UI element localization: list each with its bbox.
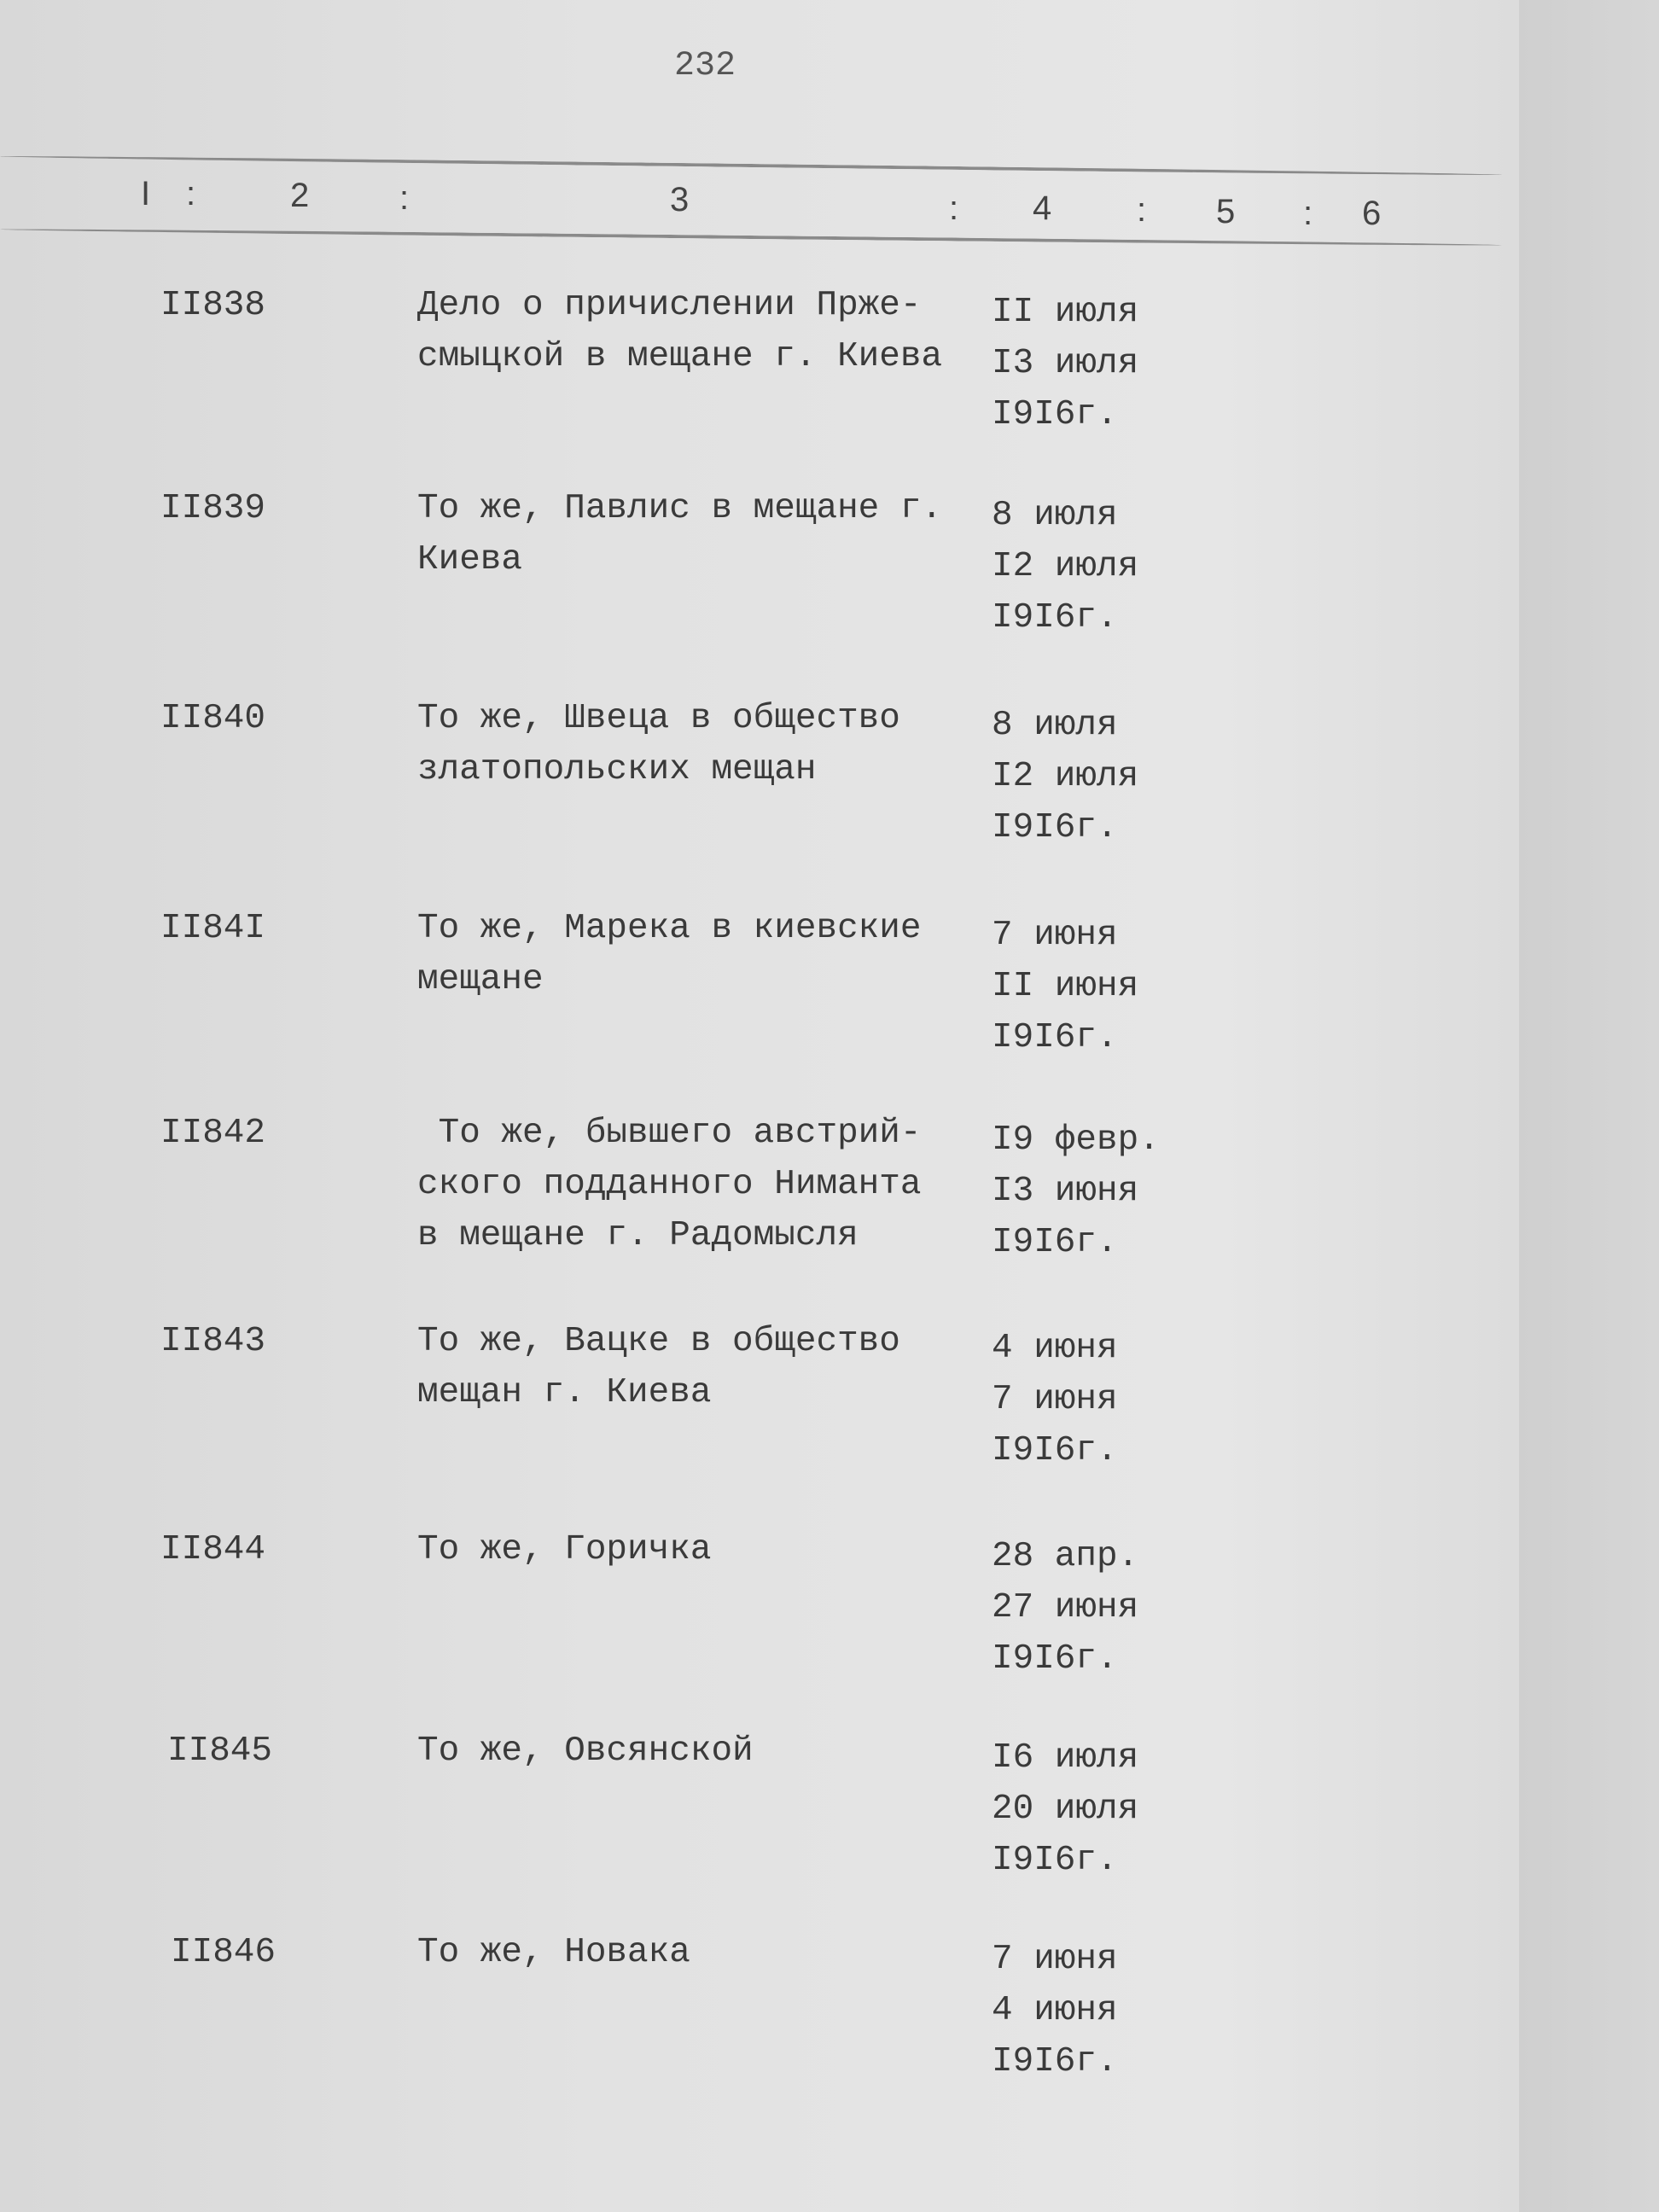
record-description: То же, Новака	[417, 1933, 690, 1972]
record-number: II846	[171, 1933, 276, 1972]
record-dates: 8 июля I2 июля I9I6г.	[992, 496, 1139, 637]
column-header-6: 6	[1362, 195, 1382, 232]
record-dates: 8 июля I2 июля I9I6г.	[992, 706, 1139, 847]
record-dates: 7 июня II июня I9I6г.	[992, 916, 1139, 1057]
record-number: II84I	[160, 909, 266, 948]
column-header-1: I	[141, 175, 151, 212]
column-separator: :	[186, 175, 196, 212]
record-description: Дело о причислении Прже- смыцкой в мещане г. Киева	[417, 286, 943, 376]
column-separator: :	[399, 179, 410, 217]
column-separator: :	[1303, 195, 1313, 232]
column-separator: :	[949, 189, 959, 227]
record-description: То же, Павлис в мещане г. Киева	[417, 489, 943, 579]
record-number: II844	[160, 1530, 266, 1569]
record-number: II842	[160, 1114, 266, 1153]
record-dates: I6 июля 20 июля I9I6г.	[992, 1738, 1139, 1880]
record-description: То же, Овсянской	[417, 1732, 754, 1771]
column-separator: :	[1137, 191, 1147, 229]
record-dates: 4 июня 7 июня I9I6г.	[992, 1329, 1118, 1470]
record-description: То же, Вацке в общество мещан г. Киева	[417, 1322, 900, 1412]
record-number: II840	[160, 699, 266, 738]
page-number: 232	[674, 47, 736, 85]
record-dates: 28 апр. 27 июня I9I6г.	[992, 1537, 1139, 1679]
header-top-rule	[0, 154, 1502, 177]
record-description: То же, Марека в киевские мещане	[417, 909, 922, 999]
record-number: II838	[160, 286, 266, 325]
record-description: То же, Горичка	[417, 1530, 712, 1569]
record-number: II843	[160, 1322, 266, 1361]
column-header-4: 4	[1033, 189, 1052, 227]
column-header-2: 2	[290, 177, 310, 214]
background-surface	[1519, 0, 1659, 2212]
column-header-3: 3	[670, 181, 690, 218]
record-description: То же, бывшего австрий- ского подданного Ниманта в мещане г. Радомысля	[417, 1114, 922, 1255]
record-dates: II июля I3 июля I9I6г.	[992, 293, 1139, 434]
column-header-5: 5	[1216, 193, 1236, 230]
record-number: II845	[167, 1732, 273, 1771]
record-dates: 7 июня 4 июня I9I6г.	[992, 1940, 1118, 2081]
record-description: То же, Швеца в общество златопольских мещан	[417, 699, 900, 789]
record-dates: I9 февр. I3 июня I9I6г.	[992, 1121, 1160, 1262]
record-number: II839	[160, 489, 266, 528]
header-bottom-rule	[0, 228, 1502, 247]
